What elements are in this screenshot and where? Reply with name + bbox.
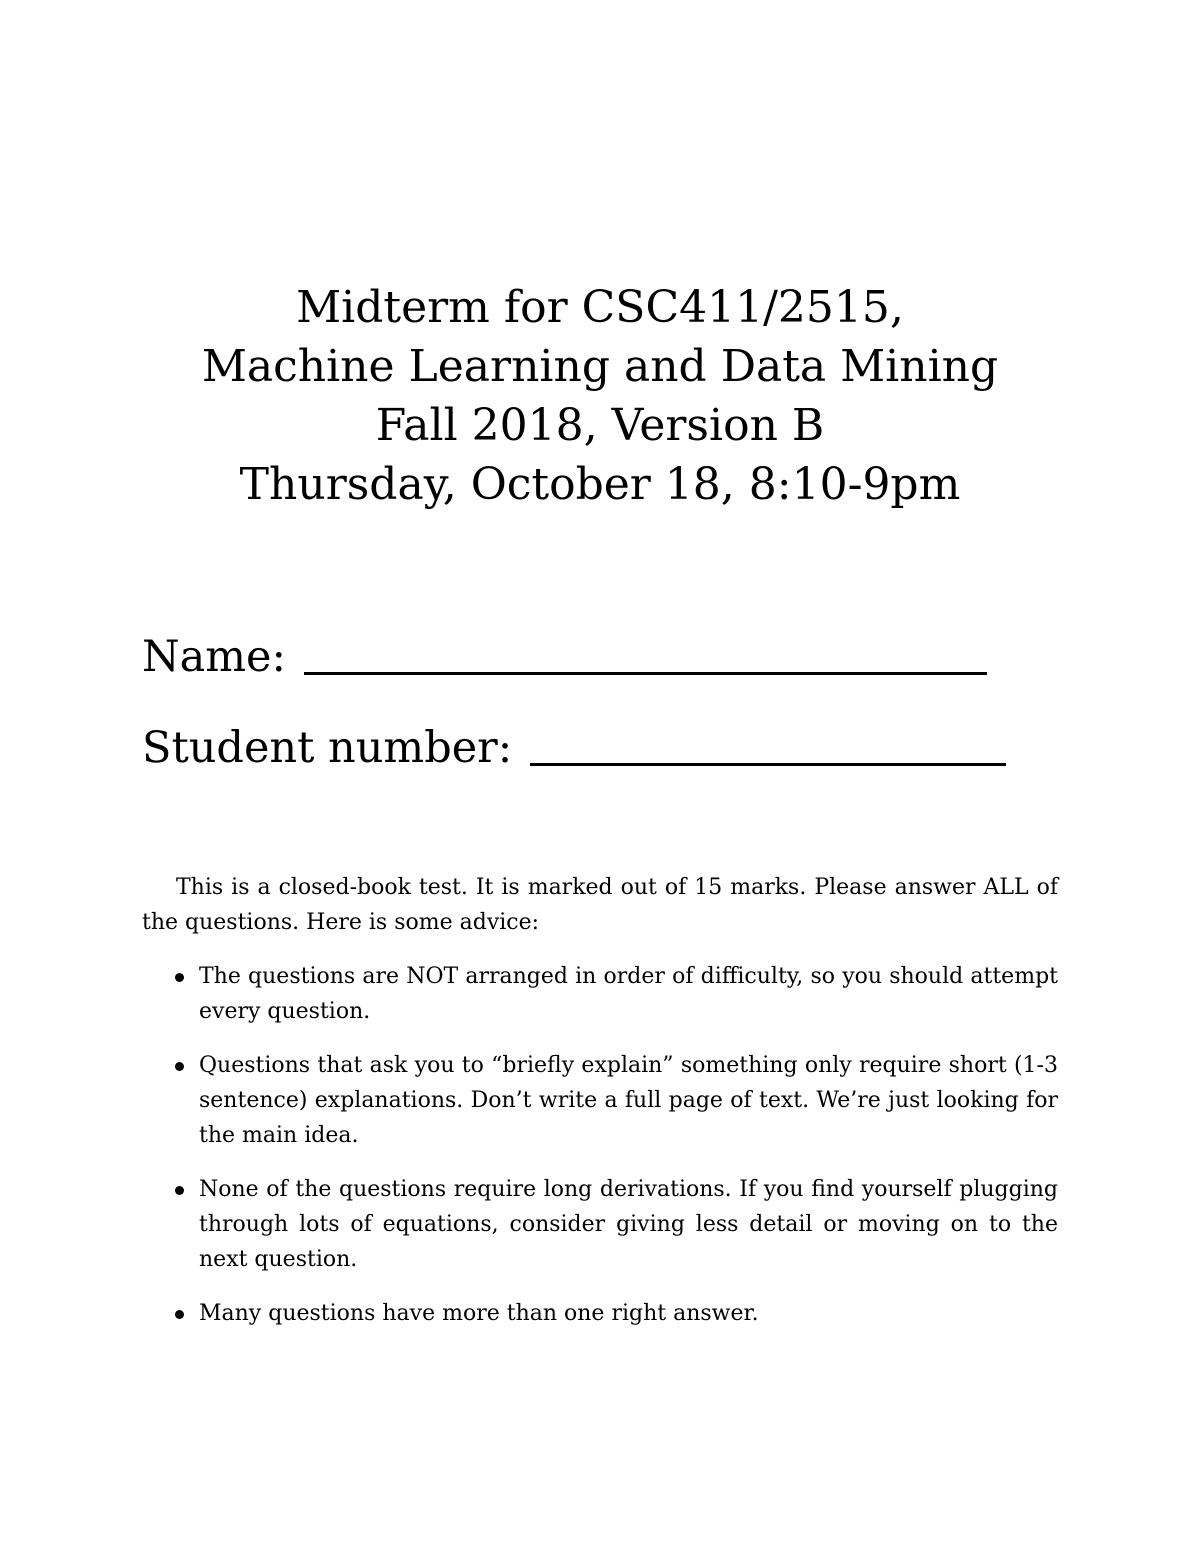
student-number-label: Student number: [142,723,513,773]
student-number-blank-line [530,725,1006,766]
exam-title [0,278,1200,514]
title-term-line: Fall 2018, Version B [375,400,825,451]
student-number-field [142,723,1006,773]
bullet-icon [175,1062,184,1071]
title-course-line: Midterm for CSC411/2515, [296,282,904,333]
title-date-line: Thursday, October 18, 8:10-9pm [239,459,961,510]
title-subject-line: Machine Learning and Data Mining [201,341,999,392]
instructions-intro: This is a closed-book test. It is marked out of 15 marks. Please answer ALL of the questions. Here is some advice: [142,875,1058,935]
name-blank-line [304,634,987,675]
advice-text: Many questions have more than one right answer. [199,1301,759,1326]
advice-item [142,1048,1058,1153]
name-field [142,632,987,682]
name-label: Name: [142,632,286,682]
instructions [142,870,1058,1350]
advice-text: None of the questions require long derivations. If you find yourself plugging through lots of equations, consider giving less detail or moving on to the next question. [199,1177,1058,1272]
advice-item [142,1172,1058,1277]
bullet-icon [175,1186,184,1195]
advice-item [142,959,1058,1029]
advice-text: Questions that ask you to “briefly explain” something only require short (1-3 sentence) explanations. Don’t write a full page of text. We’re just looking for the main idea. [199,1053,1058,1148]
advice-list [142,959,1058,1331]
bullet-icon [175,973,184,982]
advice-item [142,1296,1058,1331]
advice-text: The questions are NOT arranged in order of difficulty, so you should attempt every question. [199,964,1058,1024]
bullet-icon [175,1310,184,1319]
